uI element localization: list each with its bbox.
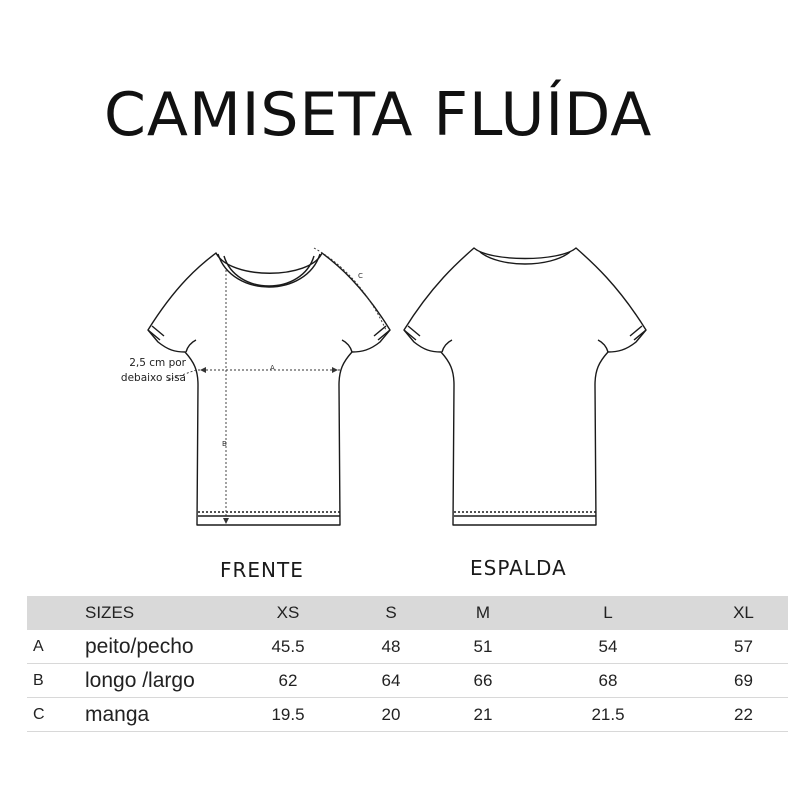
armhole-note — [76, 356, 186, 386]
dimension-label-c: C — [358, 272, 363, 280]
row-key: C — [27, 698, 85, 732]
cell-value: 69 — [699, 664, 788, 698]
size-table — [27, 596, 788, 732]
header-m: M — [449, 596, 517, 630]
cell-value: 54 — [517, 630, 699, 664]
back-tshirt-drawing — [404, 248, 646, 525]
table-row — [27, 630, 788, 664]
table-row — [27, 664, 788, 698]
table-row — [27, 698, 788, 732]
cell-value: 62 — [243, 664, 333, 698]
page-title: CAMISETA FLUÍDA — [104, 80, 653, 150]
row-key: A — [27, 630, 85, 664]
header-sizes: SIZES — [85, 596, 243, 630]
armhole-note-line2: debaixo sisa — [120, 372, 186, 384]
header-xs: XS — [243, 596, 333, 630]
cell-value: 51 — [449, 630, 517, 664]
header-l: L — [517, 596, 699, 630]
front-view-label: FRENTE — [220, 558, 304, 582]
row-label: peito/pecho — [85, 630, 243, 664]
front-tshirt-drawing — [148, 253, 390, 525]
back-view-label: ESPALDA — [470, 556, 567, 580]
cell-value: 64 — [333, 664, 449, 698]
cell-value: 19.5 — [243, 698, 333, 732]
header-s: S — [333, 596, 449, 630]
cell-value: 66 — [449, 664, 517, 698]
cell-value: 21.5 — [517, 698, 699, 732]
cell-value: 20 — [333, 698, 449, 732]
cell-value: 57 — [699, 630, 788, 664]
armhole-note-line1: 2,5 cm por — [129, 357, 186, 369]
cell-value: 48 — [333, 630, 449, 664]
cell-value: 45.5 — [243, 630, 333, 664]
cell-value: 68 — [517, 664, 699, 698]
header-xl: XL — [699, 596, 788, 630]
row-label: longo /largo — [85, 664, 243, 698]
cell-value: 22 — [699, 698, 788, 732]
size-table-header — [27, 596, 788, 630]
dimension-label-a: A — [270, 364, 275, 372]
row-label: manga — [85, 698, 243, 732]
cell-value: 21 — [449, 698, 517, 732]
dimension-label-b: B — [222, 440, 227, 448]
row-key: B — [27, 664, 85, 698]
header-empty-cell — [27, 596, 85, 630]
